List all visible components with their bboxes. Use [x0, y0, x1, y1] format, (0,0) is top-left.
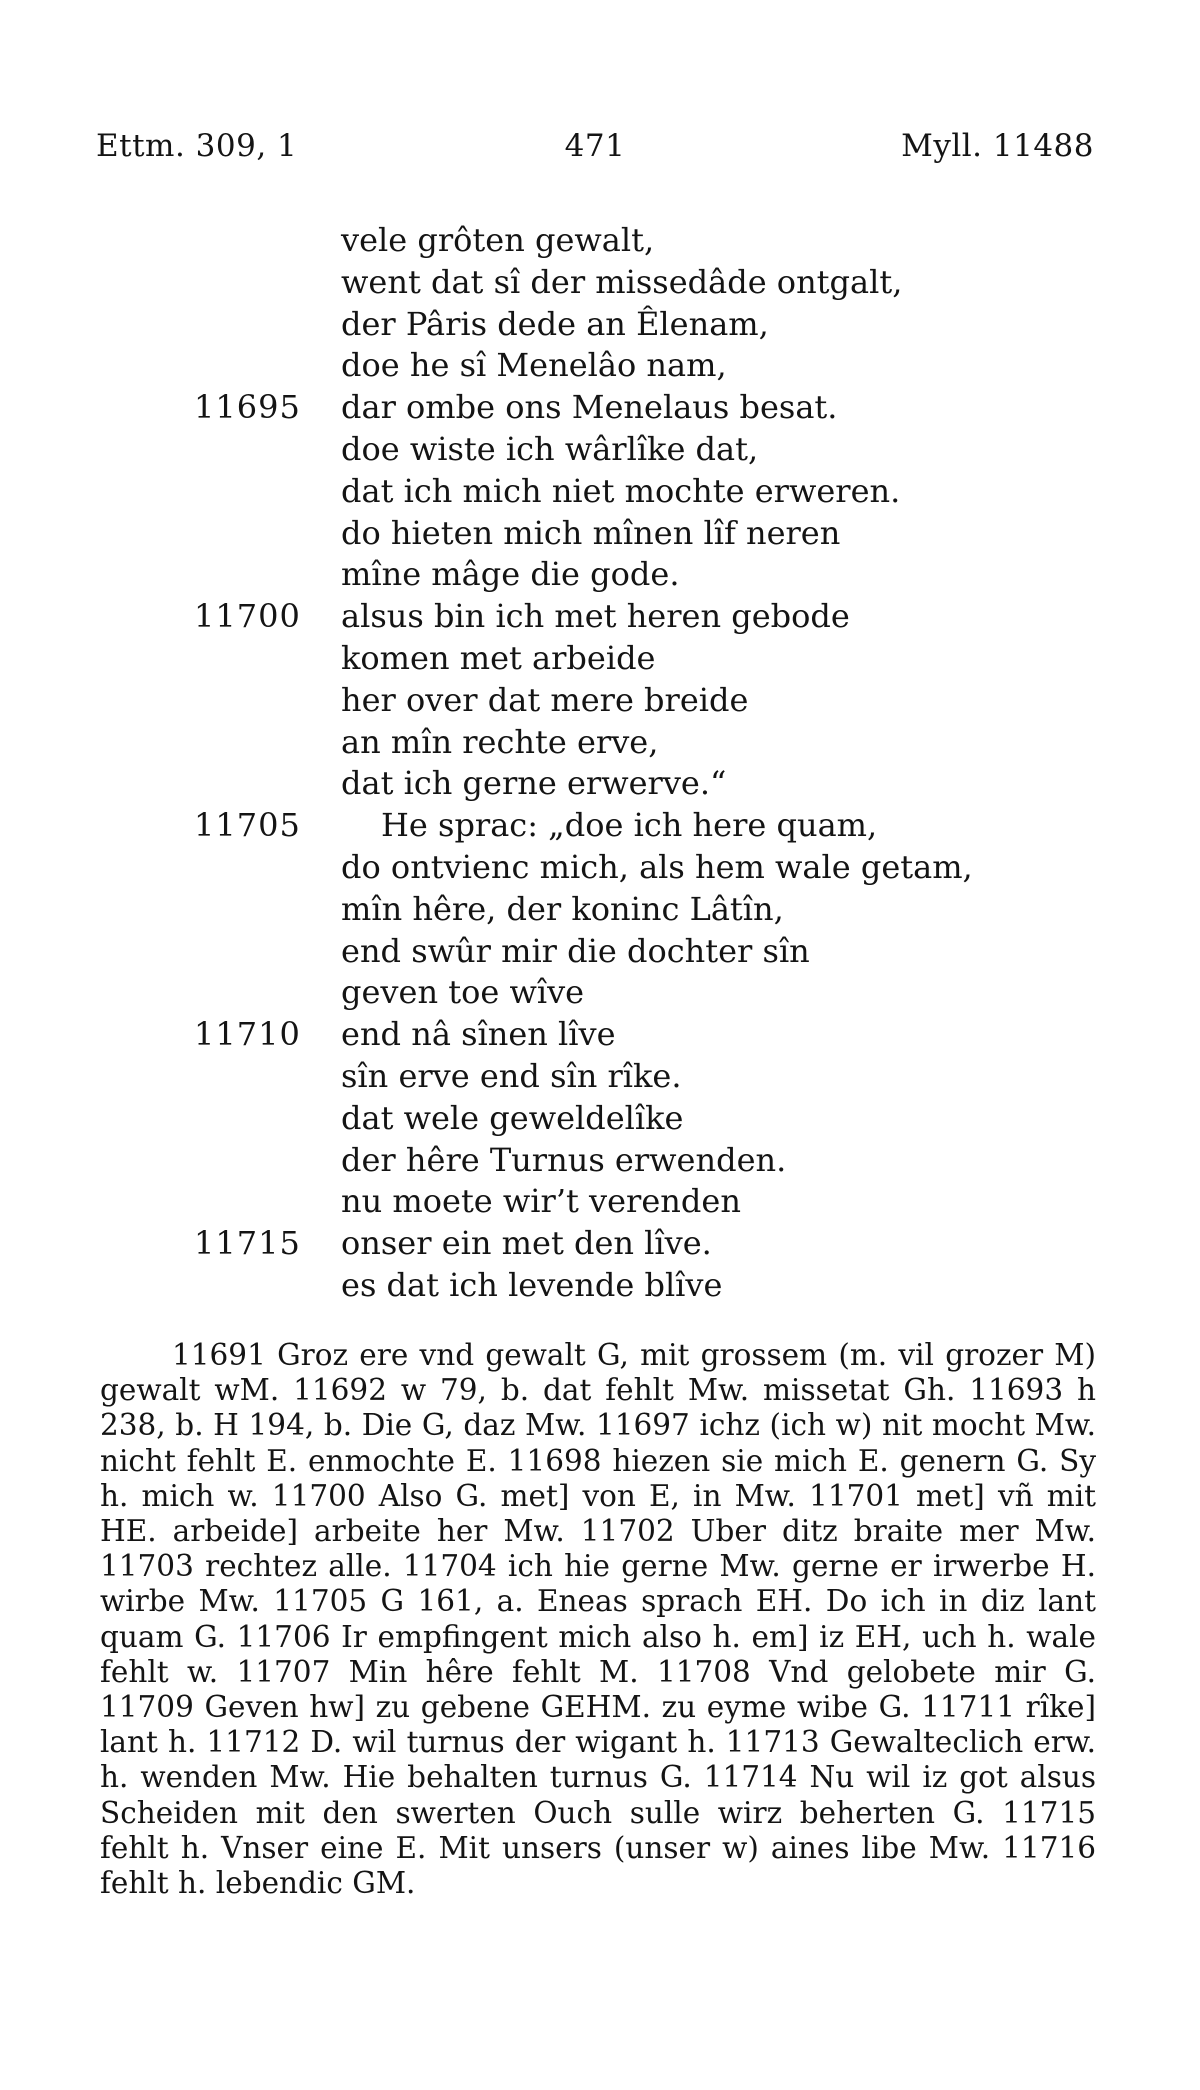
verse-line	[0, 763, 1200, 805]
verse-line	[0, 262, 1200, 304]
verse-text-line: nu moete wir’t verenden	[341, 1182, 741, 1221]
line-number: 11710	[194, 1015, 301, 1054]
verse-line	[0, 387, 1200, 429]
verse-text-line: end swûr mir die dochter sîn	[341, 931, 810, 970]
verse-line	[0, 1014, 1200, 1056]
verse-line	[0, 554, 1200, 596]
verse-line	[0, 429, 1200, 471]
verse-text-line: dar ombe ons Menelaus besat.	[341, 388, 838, 427]
verse-text-line: komen met arbeide	[341, 638, 656, 677]
header-left-reference: Ettm. 309, 1	[96, 128, 298, 164]
verse-text-line: sîn erve end sîn rîke.	[341, 1056, 682, 1095]
verse-text-line: es dat ich levende blîve	[341, 1265, 723, 1304]
verse-text-line: der hêre Turnus erwenden.	[341, 1140, 787, 1179]
line-number: 11695	[194, 388, 301, 427]
verse-line	[0, 1098, 1200, 1140]
verse-line	[0, 972, 1200, 1014]
verse-line	[0, 1223, 1200, 1265]
verse-line	[0, 513, 1200, 555]
running-header	[96, 128, 1094, 168]
verse-text-line: doe he sî Menelâo nam,	[341, 346, 727, 385]
verse-text-line: dat ich mich niet mochte erweren.	[341, 471, 901, 510]
verse-text-line: geven toe wîve	[341, 973, 585, 1012]
verse-text-line: onser ein met den lîve.	[341, 1224, 712, 1263]
critical-apparatus	[100, 1338, 1096, 1901]
apparatus-notes: 11691 Groz ere vnd gewalt G, mit grossem (m. vil grozer M) gewalt wM. 11692 w 79, b. dat fehlt Mw. missetat Gh. 11693 h 238, b. H 194, b. Die G, daz Mw. 11697 ichz (ich w) nit mocht Mw. nicht fehlt E. enmochte E. 11698 hiezen sie mich E. genern G. Sy h. mich w. 11700 Also G. met] von E, in Mw. 11701 met] vñ mit HE. arbeide] arbeite her Mw. 11702 Uber ditz braite mer Mw. 11703 rechtez alle. 11704 ich hie gerne Mw. gerne er irwerbe H. wirbe Mw. 11705 G 161, a. Eneas sprach EH. Do ich in diz lant quam G. 11706 Ir empfingent mich also h. em] iz EH, uch h. wale fehlt w. 11707 Min hêre fehlt M. 11708 Vnd gelobete mir G. 11709 Geven hw] zu gebene GEHM. zu eyme wibe G. 11711 rîke] lant h. 11712 D. wil turnus der wigant h. 11713 Gewalteclich erw. h. wenden Mw. Hie behalten turnus G. 11714 Nu wil iz got alsus Scheiden mit den swerten Ouch sulle wirz beherten G. 11715 fehlt h. Vnser eine E. Mit unsers (unser w) aines libe Mw. 11716 fehlt h. lebendic GM.	[100, 1338, 1096, 1901]
verse-line	[0, 931, 1200, 973]
verse-line	[0, 680, 1200, 722]
verse-text-line: mîn hêre, der koninc Lâtîn,	[341, 889, 784, 928]
verse-line	[0, 638, 1200, 680]
verse-line	[0, 722, 1200, 764]
verse-line	[0, 596, 1200, 638]
verse-line	[0, 805, 1200, 847]
verse-text	[0, 220, 1200, 1307]
verse-line	[0, 1140, 1200, 1182]
line-number: 11715	[194, 1224, 301, 1263]
verse-text-line: vele grôten gewalt,	[341, 221, 655, 259]
verse-line	[0, 345, 1200, 387]
verse-text-line: an mîn rechte erve,	[341, 722, 659, 761]
verse-line	[0, 1056, 1200, 1098]
verse-line	[0, 889, 1200, 931]
verse-line	[0, 304, 1200, 346]
verse-line	[0, 471, 1200, 513]
page-number: 471	[564, 128, 626, 164]
verse-text-line: dat ich gerne erwerve.“	[341, 764, 727, 803]
line-number: 11705	[194, 806, 301, 845]
verse-text-line: do ontvienc mich, als hem wale getam,	[341, 847, 973, 886]
verse-text-line: der Pâris dede an Êlenam,	[341, 304, 769, 343]
header-right-reference: Myll. 11488	[901, 128, 1094, 164]
verse-text-line: mîne mâge die gode.	[341, 555, 680, 594]
verse-text-line: dat wele geweldelîke	[341, 1098, 684, 1137]
verse-text-line: do hieten mich mînen lîf neren	[341, 513, 841, 552]
verse-text-line: doe wiste ich wârlîke dat,	[341, 429, 759, 468]
verse-text-line: end nâ sînen lîve	[341, 1015, 616, 1054]
verse-text-line: He sprac: „doe ich here quam,	[381, 806, 878, 845]
verse-text-line: her over dat mere breide	[341, 680, 749, 719]
verse-line	[0, 220, 1200, 262]
verse-line	[0, 1181, 1200, 1223]
line-number: 11700	[194, 597, 301, 636]
verse-line	[0, 1265, 1200, 1307]
verse-text-line: went dat sî der missedâde ontgalt,	[341, 262, 903, 301]
verse-line	[0, 847, 1200, 889]
verse-text-line: alsus bin ich met heren gebode	[341, 597, 850, 636]
